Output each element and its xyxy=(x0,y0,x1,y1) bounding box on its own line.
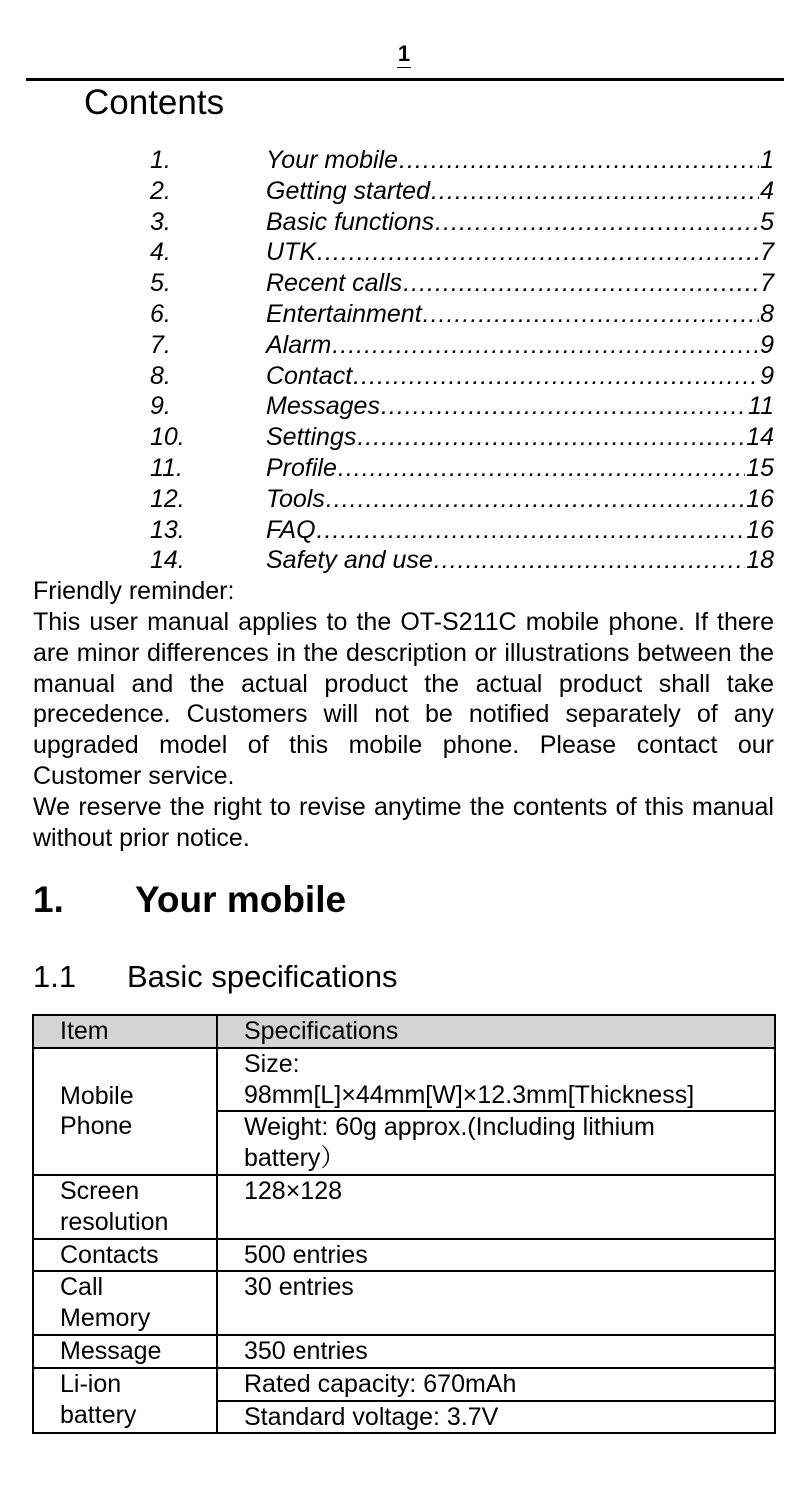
subsection-number: 1.1 xyxy=(33,959,77,994)
toc-item-title: Contact xyxy=(266,361,353,390)
toc-item-title: Getting started xyxy=(266,176,430,205)
section-number: 1. xyxy=(33,879,64,920)
toc-item-leader-dots xyxy=(423,299,759,329)
toc-item-leader-dots xyxy=(435,207,759,237)
toc-item-page: 4 xyxy=(760,176,774,205)
row-label-screen-resolution: Screen resolution xyxy=(33,1175,217,1239)
toc-item-number: 2. xyxy=(150,176,171,205)
toc-item-page: 1 xyxy=(760,146,774,174)
toc-item[interactable] xyxy=(0,361,808,392)
toc-item-entry xyxy=(266,422,774,452)
toc-item-title: Messages xyxy=(266,392,380,421)
toc-item-number: 11. xyxy=(150,453,183,482)
toc-item-number: 9. xyxy=(150,392,171,421)
toc-item-page: 9 xyxy=(760,361,774,390)
toc-item-number: 3. xyxy=(150,207,171,236)
toc-item[interactable] xyxy=(0,453,808,484)
toc-item-entry xyxy=(266,391,774,421)
toc-item[interactable] xyxy=(0,330,808,361)
row-label-contacts: Contacts xyxy=(33,1239,217,1272)
toc-item-entry xyxy=(266,268,774,298)
toc-item-leader-dots xyxy=(403,268,759,298)
toc-item-leader-dots xyxy=(332,330,759,360)
toc-item-leader-dots xyxy=(434,545,745,575)
toc-item-title: Safety and use xyxy=(266,546,433,575)
spec-message: 350 entries xyxy=(217,1335,775,1368)
toc-item-entry xyxy=(266,484,774,514)
toc-item-entry xyxy=(266,453,774,483)
contents-title: Contents xyxy=(84,83,225,122)
toc-item[interactable] xyxy=(0,268,808,299)
table-row xyxy=(33,1048,775,1112)
toc-item-entry xyxy=(266,545,774,575)
toc-item-leader-dots xyxy=(353,361,759,391)
subsection-heading xyxy=(33,957,398,997)
toc-item-number: 12. xyxy=(150,484,185,513)
toc-item-leader-dots xyxy=(357,422,745,452)
toc-item-number: 5. xyxy=(150,269,171,298)
toc-item-page: 8 xyxy=(760,299,774,328)
toc-item-number: 6. xyxy=(150,299,171,328)
toc-item-entry xyxy=(266,361,774,391)
toc-item-title: Basic functions xyxy=(266,207,435,236)
toc-item-page: 14 xyxy=(746,423,774,452)
spec-size: Size: 98mm[L]×44mm[W]×12.3mm[Thickness] xyxy=(217,1048,775,1112)
page-number xyxy=(0,40,808,68)
toc-item[interactable] xyxy=(0,484,808,515)
toc-item[interactable] xyxy=(0,207,808,238)
reminder-paragraph-2: We reserve the right to revise anytime the contents of this manual without prior notice. xyxy=(33,793,774,852)
toc-item-title: Profile xyxy=(266,453,337,482)
spec-standard-voltage: Standard voltage: 3.7V xyxy=(217,1401,775,1434)
toc-item-page: 7 xyxy=(760,238,774,267)
toc-item-leader-dots xyxy=(381,391,747,421)
table-row xyxy=(33,1335,775,1368)
spec-table xyxy=(32,1014,776,1434)
toc-item-number: 14. xyxy=(150,546,185,575)
toc-item-page: 9 xyxy=(760,330,774,359)
page-number-text: 1 xyxy=(397,41,411,66)
toc-item-page: 18 xyxy=(746,546,774,575)
toc-item[interactable] xyxy=(0,422,808,453)
spec-contacts: 500 entries xyxy=(217,1239,775,1272)
toc-item[interactable] xyxy=(0,237,808,268)
toc-item-title: Entertainment xyxy=(266,299,422,328)
reminder-paragraph-1: This user manual applies to the OT-S211C mobile phone. If there are minor differences in the description or illustrations between the manual and the actual product the actual product shall take precedence. Customers will not be notified separately of any upgraded model of this mobile phone. Please contact our Customer service. xyxy=(33,608,774,790)
row-label-mobile-phone: Mobile Phone xyxy=(33,1048,217,1175)
spec-rated-capacity: Rated capacity: 670mAh xyxy=(217,1368,775,1401)
toc-item-page: 15 xyxy=(746,453,774,482)
toc-item-entry xyxy=(266,176,774,206)
toc-item-number: 8. xyxy=(150,361,171,390)
toc-item-entry xyxy=(266,299,774,329)
section-heading xyxy=(33,878,346,922)
table-row xyxy=(33,1271,775,1335)
toc-item-leader-dots xyxy=(317,515,746,545)
spec-call-memory: 30 entries xyxy=(217,1271,775,1335)
toc-item-entry xyxy=(266,145,774,175)
toc-item-page: 5 xyxy=(760,207,774,236)
toc-item-number: 13. xyxy=(150,515,185,544)
toc-item-entry xyxy=(266,330,774,360)
toc-item-number: 4. xyxy=(150,238,171,267)
toc-item[interactable] xyxy=(0,391,808,422)
toc-item-leader-dots xyxy=(431,176,759,206)
toc-item-title: Alarm xyxy=(266,330,332,359)
toc-item[interactable] xyxy=(0,545,808,576)
spec-weight: Weight: 60g approx.(Including lithium battery） xyxy=(217,1111,775,1175)
toc-item[interactable] xyxy=(0,299,808,330)
toc-item[interactable] xyxy=(0,515,808,546)
section-title: Your mobile xyxy=(135,879,347,920)
table-row xyxy=(33,1239,775,1272)
row-label-li-ion-battery: Li-ion battery xyxy=(33,1368,217,1434)
toc-item-title: FAQ xyxy=(266,515,316,544)
toc-item-entry xyxy=(266,237,774,267)
toc-item-leader-dots xyxy=(399,145,759,175)
toc-item-leader-dots xyxy=(317,237,759,267)
toc-item-number: 7. xyxy=(150,330,171,359)
toc-item-number: 1. xyxy=(150,146,171,174)
toc-item-title: UTK xyxy=(266,238,316,267)
toc-item-title: Your mobile xyxy=(266,146,399,174)
table-row xyxy=(33,1175,775,1239)
toc-item-number: 10. xyxy=(150,423,185,452)
toc-item-page: 11 xyxy=(748,392,774,421)
spec-screen-resolution: 128×128 xyxy=(217,1175,775,1239)
table-of-contents xyxy=(0,145,808,576)
toc-item[interactable] xyxy=(0,145,808,176)
table-header-row xyxy=(33,1015,775,1048)
toc-item-entry xyxy=(266,515,774,545)
reminder-heading: Friendly reminder: xyxy=(33,577,235,605)
toc-item-entry xyxy=(266,207,774,237)
toc-item-page: 16 xyxy=(746,515,774,544)
subsection-title: Basic specifications xyxy=(127,959,398,994)
header-divider xyxy=(26,78,784,81)
toc-item-page: 7 xyxy=(760,269,774,298)
toc-item-page: 16 xyxy=(746,484,774,513)
toc-item-title: Settings xyxy=(266,423,357,452)
toc-item-title: Tools xyxy=(266,484,325,513)
header-specifications: Specifications xyxy=(217,1015,775,1048)
header-item: Item xyxy=(33,1015,217,1048)
toc-item[interactable] xyxy=(0,176,808,207)
toc-item-leader-dots xyxy=(326,484,745,514)
row-label-call-memory: Call Memory xyxy=(33,1271,217,1335)
row-label-message: Message xyxy=(33,1335,217,1368)
toc-item-leader-dots xyxy=(338,453,745,483)
table-row xyxy=(33,1368,775,1401)
toc-item-title: Recent calls xyxy=(266,269,403,298)
